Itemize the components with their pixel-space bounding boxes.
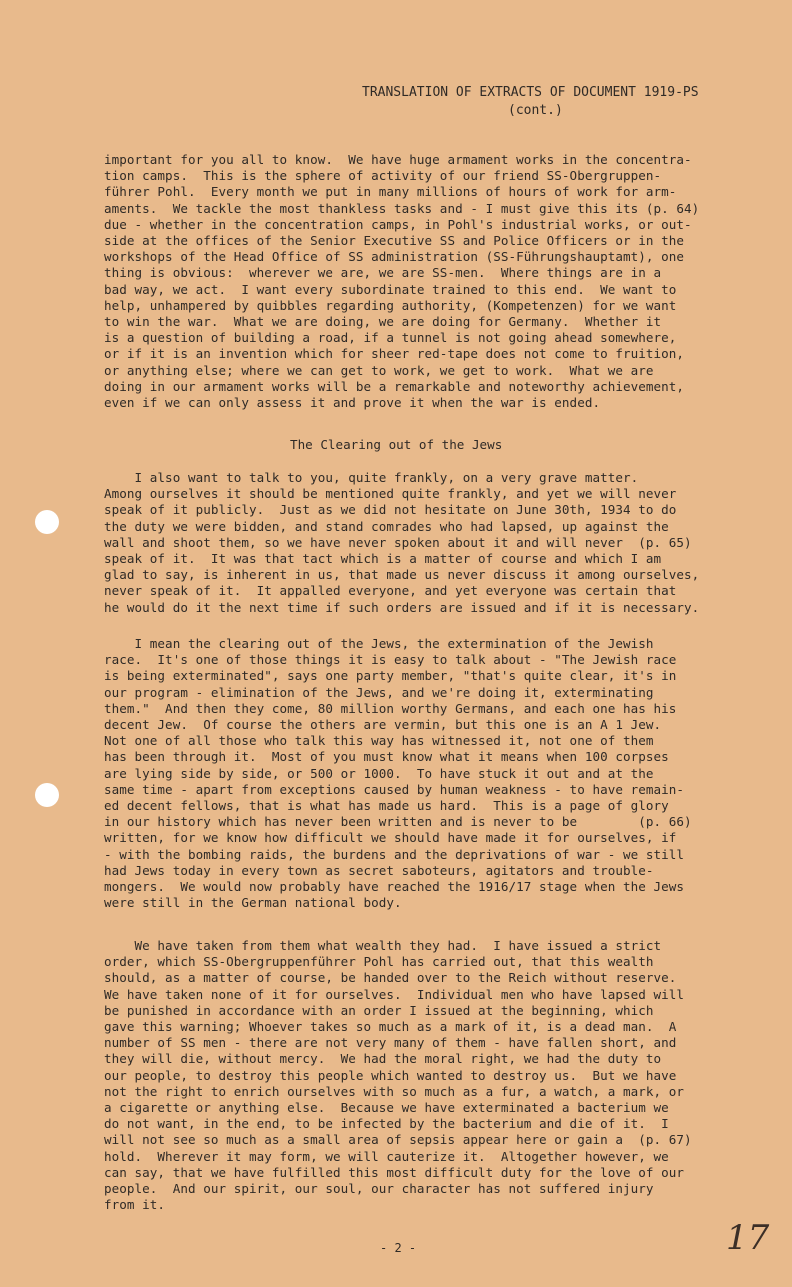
- handwritten-page-number: 17: [726, 1218, 770, 1258]
- punch-hole-icon: [35, 510, 59, 534]
- section-heading: The Clearing out of the Jews: [290, 437, 503, 452]
- punch-hole-icon: [35, 783, 59, 807]
- header-continued: (cont.): [508, 103, 563, 118]
- paragraph-3: I mean the clearing out of the Jews, the extermination of the Jewish race. It's one of those things it is easy to talk about - "The Jewish race is being exterminated", says one party member, "that's quite clear, it's in our program - elimination of the Jews, and we're doing it, exterminating them." And then they come, 80 million worthy Germans, and each one has his decent Jew. Of course the others are vermin, but this one is an A 1 Jew. Not one of all those who talk this way has witnessed it, not one of them has been through it. Most of you must know what it means when 100 corpses are lying side by side, or 500 or 1000. To have stuck it out and at the same time - apart from exceptions caused by human weakness - to have remain- ed decent fellows, that is what has made us hard. This is a page of glory in our history which has never been written and is never to be (p. 66) written, for we know how difficult we should have made it for ourselves, if - with the bombing raids, the burdens and the deprivations of war - we still had Jews today in every town as secret saboteurs, agitators and trouble- mongers. We would now probably have reached the 1916/17 stage when the Jews were still in the German national body.: [104, 636, 692, 911]
- page-number: - 2 -: [380, 1241, 417, 1255]
- paragraph-4: We have taken from them what wealth they had. I have issued a strict order, which SS-Obergruppenführer Pohl has carried out, that this wealth should, as a matter of course, be handed over to the Reich without reserve. We have taken none of it for ourselves. Individual men who have lapsed will be punished in accordance with an order I issued at the beginning, which gave this warning; Whoever takes so much as a mark of it, is a dead man. A number of SS men - there are not very many of them - have fallen short, and they will die, without mercy. We had the moral right, we had the duty to our people, to destroy this people which wanted to destroy us. But we have not the right to enrich ourselves with so much as a fur, a watch, a mark, or a cigarette or anything else. Because we have exterminated a bacterium we do not want, in the end, to be infected by the bacterium and die of it. I will not see so much as a small area of sepsis appear here or gain a (p. 67) hold. Wherever it may form, we will cauterize it. Altogether however, we can say, that we have fulfilled this most difficult duty for the love of our people. And our spirit, our soul, our character has not suffered injury from it.: [104, 938, 692, 1213]
- header-title: TRANSLATION OF EXTRACTS OF DOCUMENT 1919-PS: [362, 85, 699, 100]
- paragraph-1: important for you all to know. We have huge armament works in the concentra- tion camps. This is the sphere of activity of our friend SS-Obergruppen- führer Pohl. Every month we put in many millions of hours of work for arm- aments. We tackle the most thankless tasks and - I must give this its (p. 64) due - whether in the concentration camps, in Pohl's industrial works, or out- side at the offices of the Senior Executive SS and Police Officers or in the workshops of the Head Office of SS administration (SS-Führungshauptamt), one thing is obvious: wherever we are, we are SS-men. Where things are in a bad way, we act. I want every subordinate trained to this end. We want to help, unhampered by quibbles regarding authority, (Kompetenzen) for we want to win the war. What we are doing, we are doing for Germany. Whether it is a question of building a road, if a tunnel is not going ahead somewhere, or if it is an invention which for sheer red-tape does not come to fruition, or anything else; where we can get to work, we get to work. What we are doing in our armament works will be a remarkable and noteworthy achievement, even if we can only assess it and prove it when the war is ended.: [104, 152, 700, 411]
- paragraph-2: I also want to talk to you, quite frankly, on a very grave matter. Among ourselves it should be mentioned quite frankly, and yet we will never speak of it publicly. Just as we did not hesitate on June 30th, 1934 to do the duty we were bidden, and stand comrades who had lapsed, up against the wall and shoot them, so we have never spoken about it and will never (p. 65) speak of it. It was that tact which is a matter of course and which I am glad to say, is inherent in us, that made us never discuss it among ourselves, never speak of it. It appalled everyone, and yet everyone was certain that he would do it the next time if such orders are issued and if it is necessary.: [104, 470, 700, 615]
